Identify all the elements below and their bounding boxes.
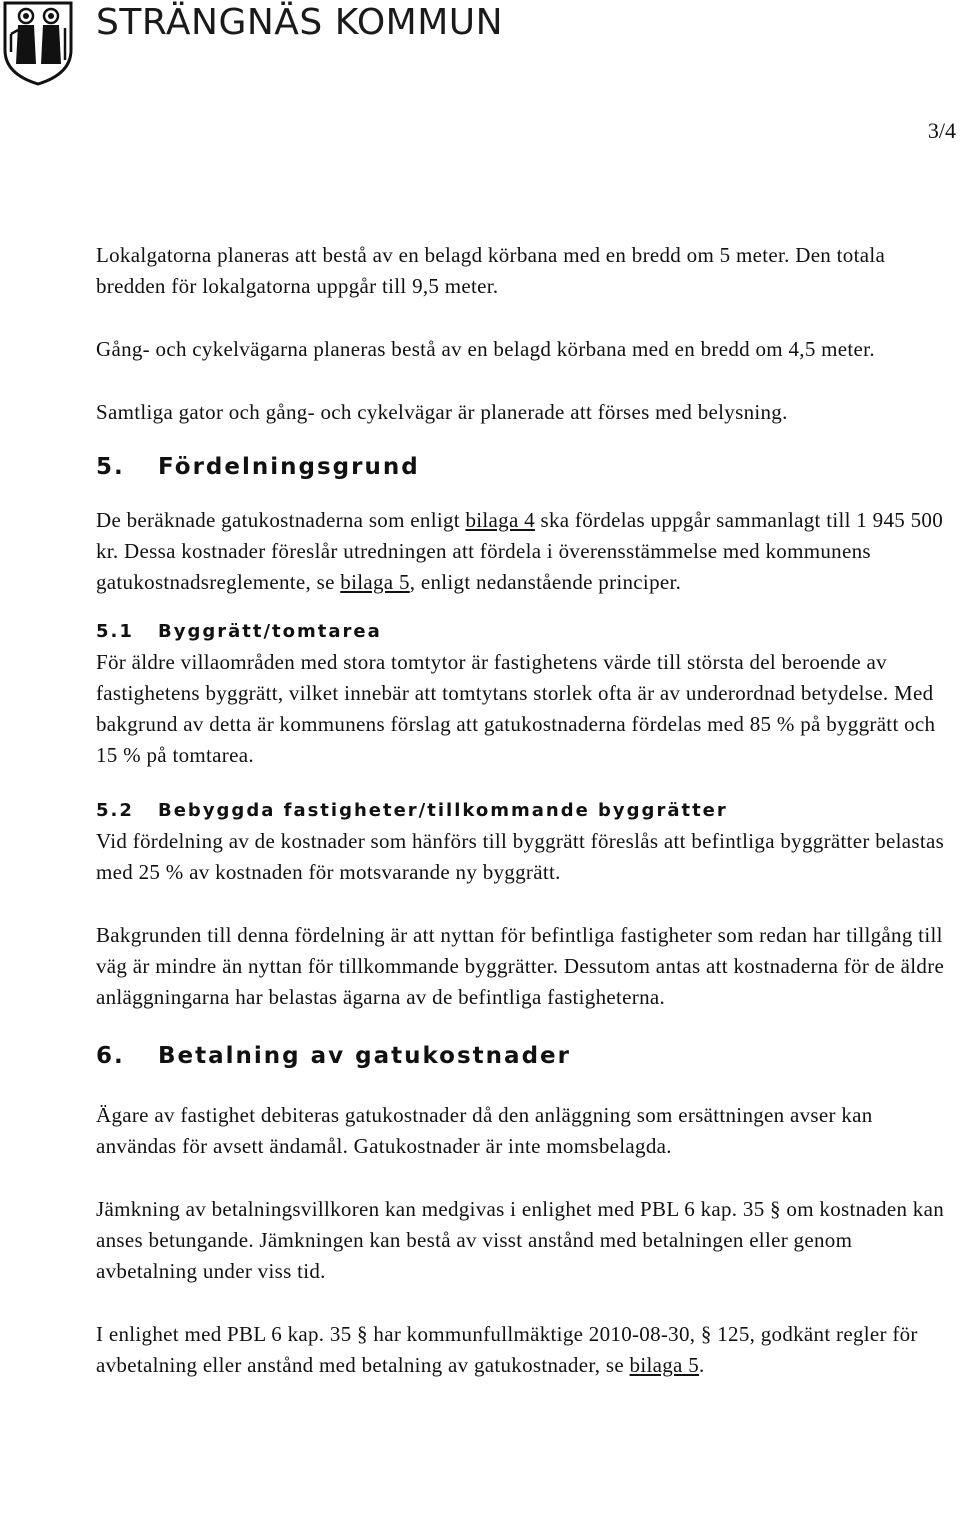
text-run: . <box>699 1353 705 1377</box>
section-title: Byggrätt/tomtarea <box>158 621 382 642</box>
paragraph: Jämkning av betalningsvillkoren kan medgivas i enlighet med PBL 6 kap. 35 § om kostnaden kan anses betungande. Jämkningen kan bestå av visst anstånd med betalningen eller genom avbetalning under viss tid. <box>96 1197 945 1283</box>
paragraph: Samtliga gator och gång- och cykelvägar är planerade att förses med belysning. <box>96 400 788 424</box>
page-header <box>0 0 960 90</box>
coat-of-arms-icon <box>2 0 74 86</box>
section-number: 5.1 <box>96 621 134 642</box>
text-run: I enlighet med PBL 6 kap. 35 § har kommunfullmäktige 2010-08-30, § 125, godkänt regler för avbetalning eller anstånd med betalning av gatukostnader, se <box>96 1322 918 1377</box>
paragraph: För äldre villaområden med stora tomtytor är fastighetens värde till största del beroende av fastighetens byggrätt, vilket innebär att tomtytans storlek ofta är av underordnad betydelse. Med bakgrund av detta är kommunens förslag att gatukostnaderna fördelas med 85 % på byggrätt och 15 % på tomtarea. <box>96 650 936 767</box>
text-run: , enligt nedanstående principer. <box>409 570 682 594</box>
bilaga-5-link[interactable]: bilaga 5 <box>340 570 410 594</box>
paragraph: Vid fördelning av de kostnader som hänförs till byggrätt föreslås att befintliga byggrätter belastas med 25 % av kostnaden för motsvarande ny byggrätt. <box>96 829 945 884</box>
organization-name: STRÄNGNÄS KOMMUN <box>96 2 504 43</box>
section-heading-5 <box>96 452 958 483</box>
subsection-heading-5-2 <box>96 795 958 826</box>
text-run: ska fördelas uppgår sammanlagt till 1 945 500 kr. Dessa kostnader föreslår utredningen att fördela i överensstämmelse med kommunens gatukostnadsreglemente, se <box>96 508 943 594</box>
paragraph <box>96 1319 958 1381</box>
document-body <box>96 240 958 1381</box>
section-number: 5. <box>96 454 125 480</box>
section-number: 6. <box>96 1043 125 1069</box>
section-title: Fördelningsgrund <box>158 454 420 480</box>
text-run: De beräknade gatukostnaderna som enligt <box>96 508 466 532</box>
section-heading-6 <box>96 1041 958 1072</box>
page-number: 3/4 <box>927 118 956 143</box>
section-title: Betalning av gatukostnader <box>158 1043 571 1069</box>
bilaga-4-link[interactable]: bilaga 4 <box>465 508 535 532</box>
paragraph: Ägare av fastighet debiteras gatukostnader då den anläggning som ersättningen avser kan användas för avsett ändamål. Gatukostnader är inte momsbelagda. <box>96 1103 873 1158</box>
section-number: 5.2 <box>96 800 134 821</box>
paragraph: Gång- och cykelvägarna planeras bestå av en belagd körbana med en bredd om 4,5 meter. <box>96 337 875 361</box>
paragraph: Lokalgatorna planeras att bestå av en belagd körbana med en bredd om 5 meter. Den totala bredden för lokalgatorna uppgår till 9,5 meter. <box>96 243 886 298</box>
section-title: Bebyggda fastigheter/tillkommande byggrätter <box>158 800 728 821</box>
paragraph <box>96 505 958 598</box>
paragraph: Bakgrunden till denna fördelning är att nyttan för befintliga fastigheter som redan har tillgång till väg är mindre än nyttan för tillkommande byggrätter. Dessutom antas att kostnaderna för de äldre anläggningarna har belastas ägarna av de befintliga fastigheterna. <box>96 923 945 1009</box>
bilaga-5-link[interactable]: bilaga 5 <box>629 1353 700 1377</box>
subsection-heading-5-1 <box>96 616 958 647</box>
